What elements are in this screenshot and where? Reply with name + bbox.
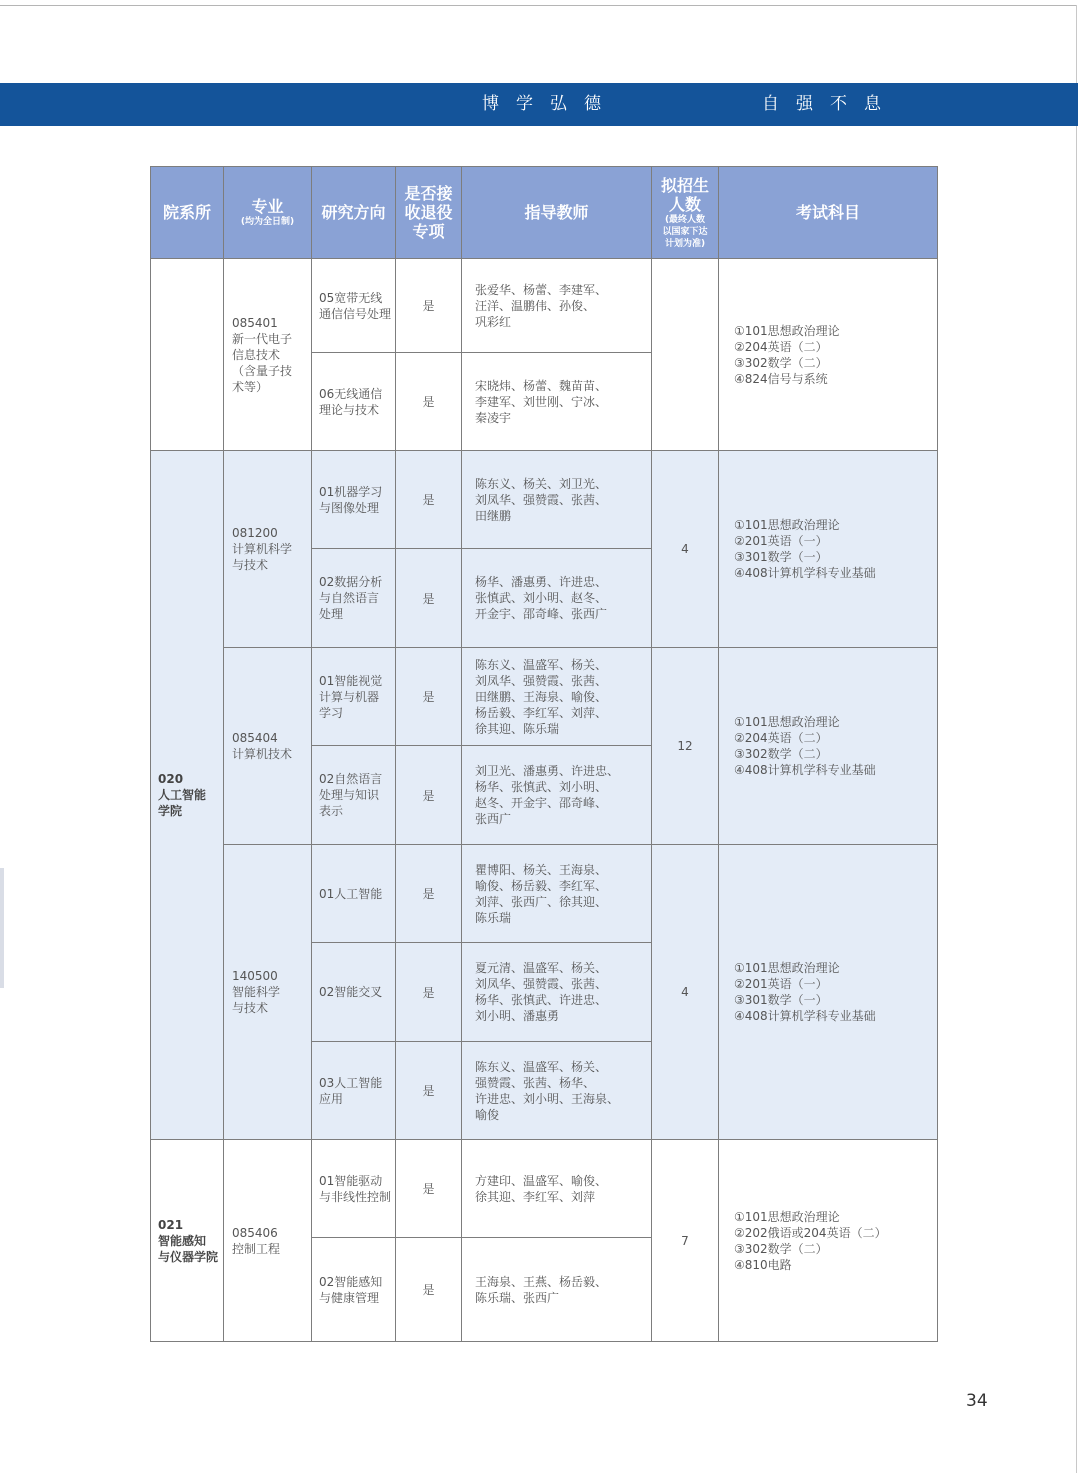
major-cell: 085404 计算机技术 [224,648,312,845]
direction-cell: 02数据分析 与自然语言 处理 [312,549,396,648]
veteran-cell: 是 [396,943,462,1042]
header-major: 专业 (均为全日制) [224,167,312,259]
direction-cell: 02智能交叉 [312,943,396,1042]
page-edge-mark [0,868,4,988]
direction-cell: 06无线通信 理论与技术 [312,353,396,451]
header-quota: 拟招生 人数 (最终人数 以国家下达 计划为准) [652,167,719,259]
header-teachers: 指导教师 [462,167,652,259]
veteran-cell: 是 [396,259,462,353]
major-cell: 140500 智能科学 与技术 [224,845,312,1140]
dept-cell: 020 人工智能 学院 [151,451,224,1140]
veteran-cell: 是 [396,1042,462,1140]
major-cell: 085401 新一代电子 信息技术 （含量子技 术等） [224,259,312,451]
quota-cell: 12 [652,648,719,845]
header-banner [0,83,1078,126]
dept-cell-empty [151,259,224,451]
teachers-cell: 杨华、潘惠勇、许进忠、 张慎武、刘小明、赵冬、 开金宇、邵奇峰、张西广 [462,549,652,648]
page-number: 34 [966,1391,988,1411]
direction-cell: 03人工智能 应用 [312,1042,396,1140]
quota-cell: 4 [652,451,719,648]
direction-cell: 01智能视觉 计算与机器 学习 [312,648,396,746]
quota-cell [652,259,719,451]
teachers-cell: 瞿博阳、杨关、王海泉、 喻俊、杨岳毅、李红军、 刘萍、张西广、徐其迎、 陈乐瑞 [462,845,652,943]
direction-cell: 02自然语言 处理与知识 表示 [312,746,396,845]
table-row [151,1140,938,1238]
major-cell: 081200 计算机科学 与技术 [224,451,312,648]
admissions-table [150,166,938,1342]
veteran-cell: 是 [396,451,462,549]
subjects-cell: ①101思想政治理论 ②204英语（二） ③302数学（二） ④408计算机学科专业基础 [719,648,938,845]
direction-cell: 01智能驱动 与非线性控制 [312,1140,396,1238]
table-row [151,845,938,943]
subjects-cell: ①101思想政治理论 ②202俄语或204英语（二） ③302数学（二） ④810电路 [719,1140,938,1342]
veteran-cell: 是 [396,353,462,451]
top-border-line [0,5,1077,6]
header-veteran: 是否接 收退役 专项 [396,167,462,259]
direction-cell: 01人工智能 [312,845,396,943]
direction-cell: 02智能感知 与健康管理 [312,1238,396,1342]
slogan-left: 博 学 弘 德 [482,94,601,114]
quota-cell: 7 [652,1140,719,1342]
teachers-cell: 张爱华、杨蕾、李建军、 汪洋、温鹏伟、孙俊、 巩彩红 [462,259,652,353]
quota-cell: 4 [652,845,719,1140]
table-row [151,451,938,549]
direction-cell: 01机器学习 与图像处理 [312,451,396,549]
right-border-line [1076,5,1077,1473]
veteran-cell: 是 [396,549,462,648]
teachers-cell: 刘卫光、潘惠勇、许进忠、 杨华、张慎武、刘小明、 赵冬、开金宇、邵奇峰、 张西广 [462,746,652,845]
veteran-cell: 是 [396,845,462,943]
table-header-row [151,167,938,259]
veteran-cell: 是 [396,746,462,845]
teachers-cell: 陈东义、温盛军、杨关、 强赞霞、张茜、杨华、 许进忠、刘小明、王海泉、 喻俊 [462,1042,652,1140]
subjects-cell: ①101思想政治理论 ②204英语（二） ③302数学（二） ④824信号与系统 [719,259,938,451]
teachers-cell: 夏元清、温盛军、杨关、 刘凤华、强赞霞、张茜、 杨华、张慎武、许进忠、 刘小明、潘惠勇 [462,943,652,1042]
header-direction: 研究方向 [312,167,396,259]
slogan-right: 自 强 不 息 [762,94,881,114]
teachers-cell: 宋晓炜、杨蕾、魏苗苗、 李建军、刘世刚、宁冰、 秦凌宇 [462,353,652,451]
header-subjects: 考试科目 [719,167,938,259]
teachers-cell: 王海泉、王燕、杨岳毅、 陈乐瑞、张西广 [462,1238,652,1342]
table-row [151,259,938,353]
header-dept: 院系所 [151,167,224,259]
subjects-cell: ①101思想政治理论 ②201英语（一） ③301数学（一） ④408计算机学科专业基础 [719,451,938,648]
table-row [151,648,938,746]
veteran-cell: 是 [396,1140,462,1238]
subjects-cell: ①101思想政治理论 ②201英语（一） ③301数学（一） ④408计算机学科专业基础 [719,845,938,1140]
veteran-cell: 是 [396,1238,462,1342]
veteran-cell: 是 [396,648,462,746]
direction-cell: 05宽带无线 通信信号处理 [312,259,396,353]
teachers-cell: 陈东义、杨关、刘卫光、 刘凤华、强赞霞、张茜、 田继鹏 [462,451,652,549]
teachers-cell: 陈东义、温盛军、杨关、 刘凤华、强赞霞、张茜、 田继鹏、王海泉、喻俊、 杨岳毅、李红军、刘萍、 徐其迎、陈乐瑞 [462,648,652,746]
dept-cell: 021 智能感知 与仪器学院 [151,1140,224,1342]
major-cell: 085406 控制工程 [224,1140,312,1342]
teachers-cell: 方建印、温盛军、喻俊、 徐其迎、李红军、刘萍 [462,1140,652,1238]
